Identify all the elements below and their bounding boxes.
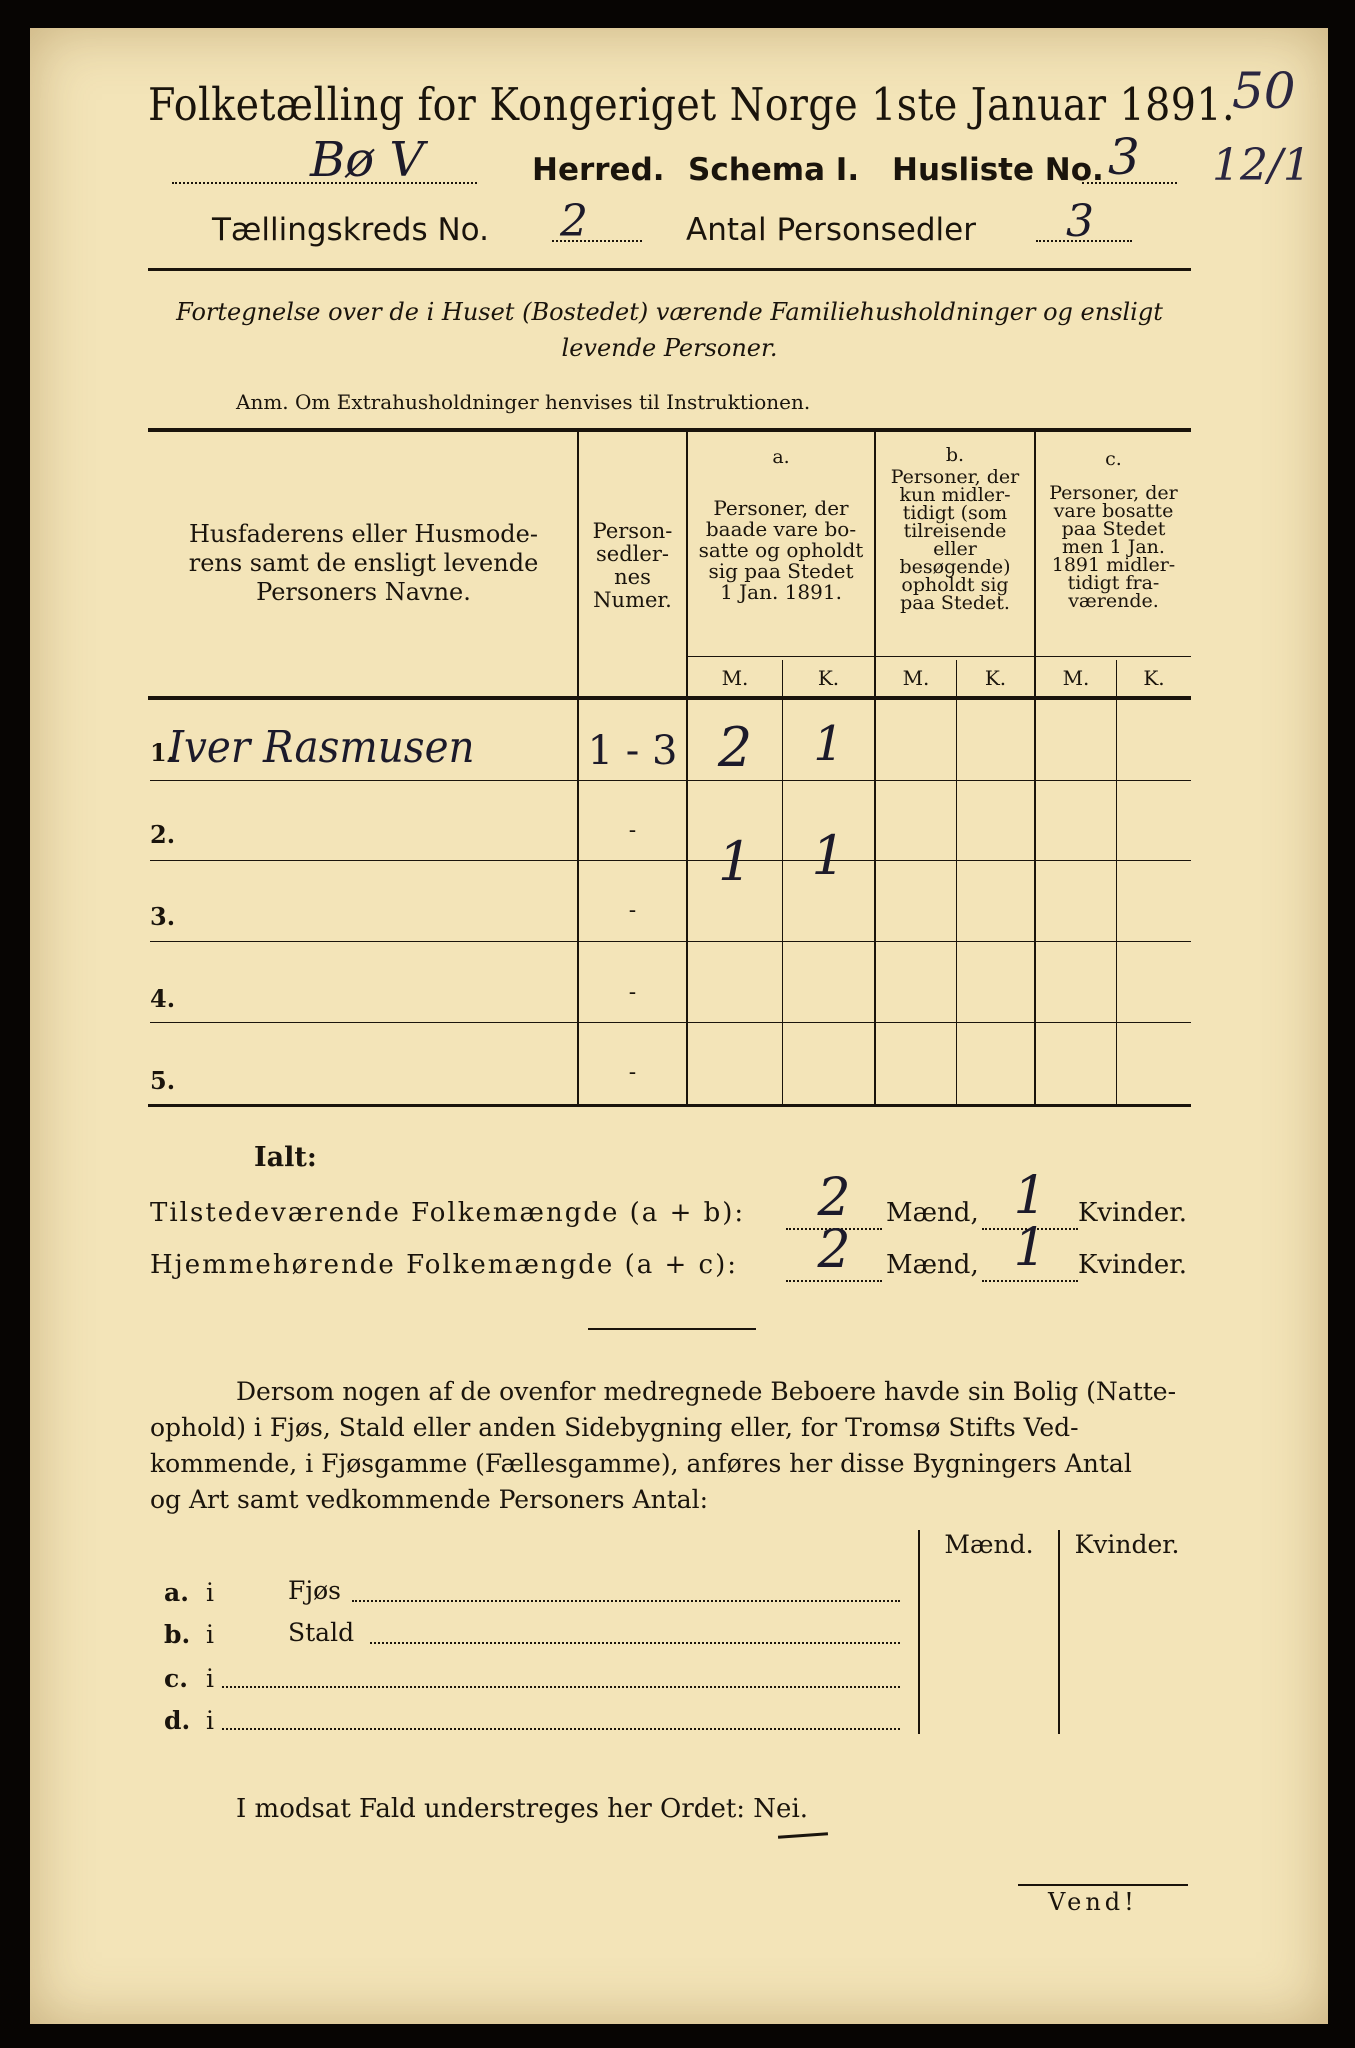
hjemme-m-line [786, 1280, 882, 1282]
hjemme-k-value: 1 [1013, 1218, 1047, 1278]
building-item-a-prep: i [206, 1578, 214, 1607]
table-row-2-a-m: 1 [717, 830, 753, 893]
table-row-2-sedler: - [628, 818, 637, 843]
intro-line-1: Fortegnelse over de i Huset (Bostedet) værende Familiehusholdninger og ensligt [176, 298, 1163, 326]
col-name-header: Husfaderens eller Husmode- rens samt de ensligt levende Personers Navne. [188, 520, 539, 606]
row-line-3 [150, 941, 1191, 942]
table-bottom-rule [148, 1104, 1191, 1107]
herred-label: Herred. [532, 152, 665, 188]
col-num-header: Person- sedler- nes Numer. [592, 519, 673, 612]
col-a-letter: a. [772, 446, 790, 468]
b-m-label: M. [902, 666, 930, 690]
c-k-label: K. [1143, 666, 1165, 690]
table-row-1-name: Iver Rasmusen [168, 722, 475, 773]
building-item-c-letter: c. [164, 1664, 188, 1693]
hjemme-m-value: 2 [817, 1220, 851, 1280]
ialt-label: Ialt: [254, 1142, 317, 1173]
building-item-b-prep: i [206, 1620, 214, 1649]
building-item-d-line [222, 1728, 900, 1730]
hjemme-maend: Mænd, [886, 1250, 979, 1280]
row-line-1 [150, 780, 1191, 781]
row-line-2 [150, 860, 1191, 861]
a-m-label: M. [721, 666, 749, 690]
buildings-paragraph [150, 1374, 1193, 1518]
buildings-para-line-2: ophold) i Fjøs, Stald eller anden Sidebygning eller, for Tromsø Stifts Ved- [150, 1413, 1079, 1442]
hjemme-label: Hjemmehørende Folkemængde (a + c): [150, 1250, 738, 1280]
husliste-value: 3 [1108, 128, 1140, 186]
building-item-d-prep: i [206, 1706, 214, 1735]
building-item-b-line [370, 1642, 900, 1644]
building-item-b-letter: b. [164, 1620, 191, 1649]
husliste-label: Husliste No. [892, 152, 1104, 188]
table-row-1-number: 1. [150, 738, 176, 767]
building-item-d-letter: d. [164, 1706, 191, 1735]
building-item-a-label: Fjøs [288, 1576, 341, 1605]
table-row-1-a-k: 1 [813, 716, 844, 772]
header-rule [148, 268, 1191, 271]
table-row-1-a-m: 2 [717, 716, 753, 779]
buildings-col-maend: Mænd. [944, 1530, 1034, 1559]
census-form-page [30, 28, 1328, 2024]
tilstede-maend: Mænd, [886, 1198, 979, 1228]
buildings-col-kvinder: Kvinder. [1074, 1530, 1180, 1559]
col-b-letter: b. [945, 444, 965, 466]
nei-instruction: I modsat Fald understreges her Ordet: Nei. [236, 1794, 809, 1824]
col-c-header: Personer, der vare bosatte paa Stedet men 1 Jan. 1891 midler- tidigt fra- værende. [1049, 482, 1178, 612]
row-line-4 [150, 1022, 1191, 1023]
margin-note-side: 12/1 [1212, 140, 1311, 191]
table-row-1-sedler: 1 - 3 [587, 728, 678, 774]
building-item-a-line [352, 1600, 900, 1602]
table-row-3-sedler: - [628, 898, 637, 923]
hjemme-kvinder: Kvinder. [1078, 1250, 1188, 1280]
buildings-para-line-4: og Art samt vedkommende Personers Antal: [150, 1485, 709, 1514]
col-b-header: Personer, der kun midler- tidigt (som tilreisende eller besøgende) opholdt sig paa Stedet. [890, 466, 1020, 614]
col-divider-c-mk [1116, 660, 1117, 1104]
hjemme-k-line [982, 1280, 1078, 1282]
antal-value: 3 [1066, 196, 1094, 247]
building-item-b-label: Stald [288, 1618, 355, 1647]
tilstede-k-value: 1 [1013, 1166, 1047, 1226]
col-a-header: Personer, der baade vare bo- satte og opholdt sig paa Stedet 1 Jan. 1891. [698, 496, 864, 604]
kreds-label: Tællingskreds No. [212, 212, 489, 248]
vend-label: Vend! [1048, 1888, 1138, 1916]
kreds-value: 2 [560, 196, 588, 247]
table-row-3-number: 3. [150, 902, 176, 931]
buildings-para-line-3: kommende, i Fjøsgamme (Fællesgamme), anføres her disse Bygningers Antal [150, 1449, 1132, 1478]
tilstede-m-value: 2 [817, 1168, 851, 1228]
mk-subheader-rule [688, 656, 1191, 657]
col-c-letter: c. [1105, 448, 1122, 470]
building-item-a-letter: a. [164, 1578, 189, 1607]
form-title: Folketælling for Kongeriget Norge 1ste Januar 1891. [148, 78, 1236, 131]
section-divider [588, 1328, 756, 1330]
c-m-label: M. [1062, 666, 1090, 690]
schema-label: Schema I. [688, 152, 860, 188]
a-k-label: K. [817, 666, 840, 690]
tilstede-label: Tilstedeværende Folkemængde (a + b): [150, 1198, 746, 1228]
vend-rule [1018, 1884, 1188, 1886]
building-item-c-prep: i [206, 1664, 214, 1693]
table-row-4-sedler: - [628, 980, 637, 1005]
tilstede-kvinder: Kvinder. [1078, 1198, 1188, 1228]
buildings-col-divider-1 [918, 1530, 920, 1734]
intro-line-2: levende Personer. [561, 334, 778, 362]
building-item-c-line [222, 1686, 900, 1688]
col-divider-b-mk [956, 660, 957, 1104]
b-k-label: K. [984, 666, 1007, 690]
table-row-4-number: 4. [150, 984, 176, 1013]
margin-note-top: 50 [1232, 62, 1296, 120]
herred-value: Bø V [310, 132, 425, 188]
table-row-2-number: 2. [150, 820, 176, 849]
buildings-para-line-1: Dersom nogen af de ovenfor medregnede Beboere havde sin Bolig (Natte- [236, 1377, 1177, 1406]
antal-label: Antal Personsedler [686, 212, 976, 248]
buildings-col-divider-2 [1058, 1530, 1060, 1734]
anm-note: Anm. Om Extrahusholdninger henvises til Instruktionen. [236, 390, 811, 414]
table-row-5-number: 5. [150, 1066, 176, 1095]
table-row-5-sedler: - [628, 1060, 637, 1085]
table-row-2-a-k: 1 [811, 824, 846, 887]
